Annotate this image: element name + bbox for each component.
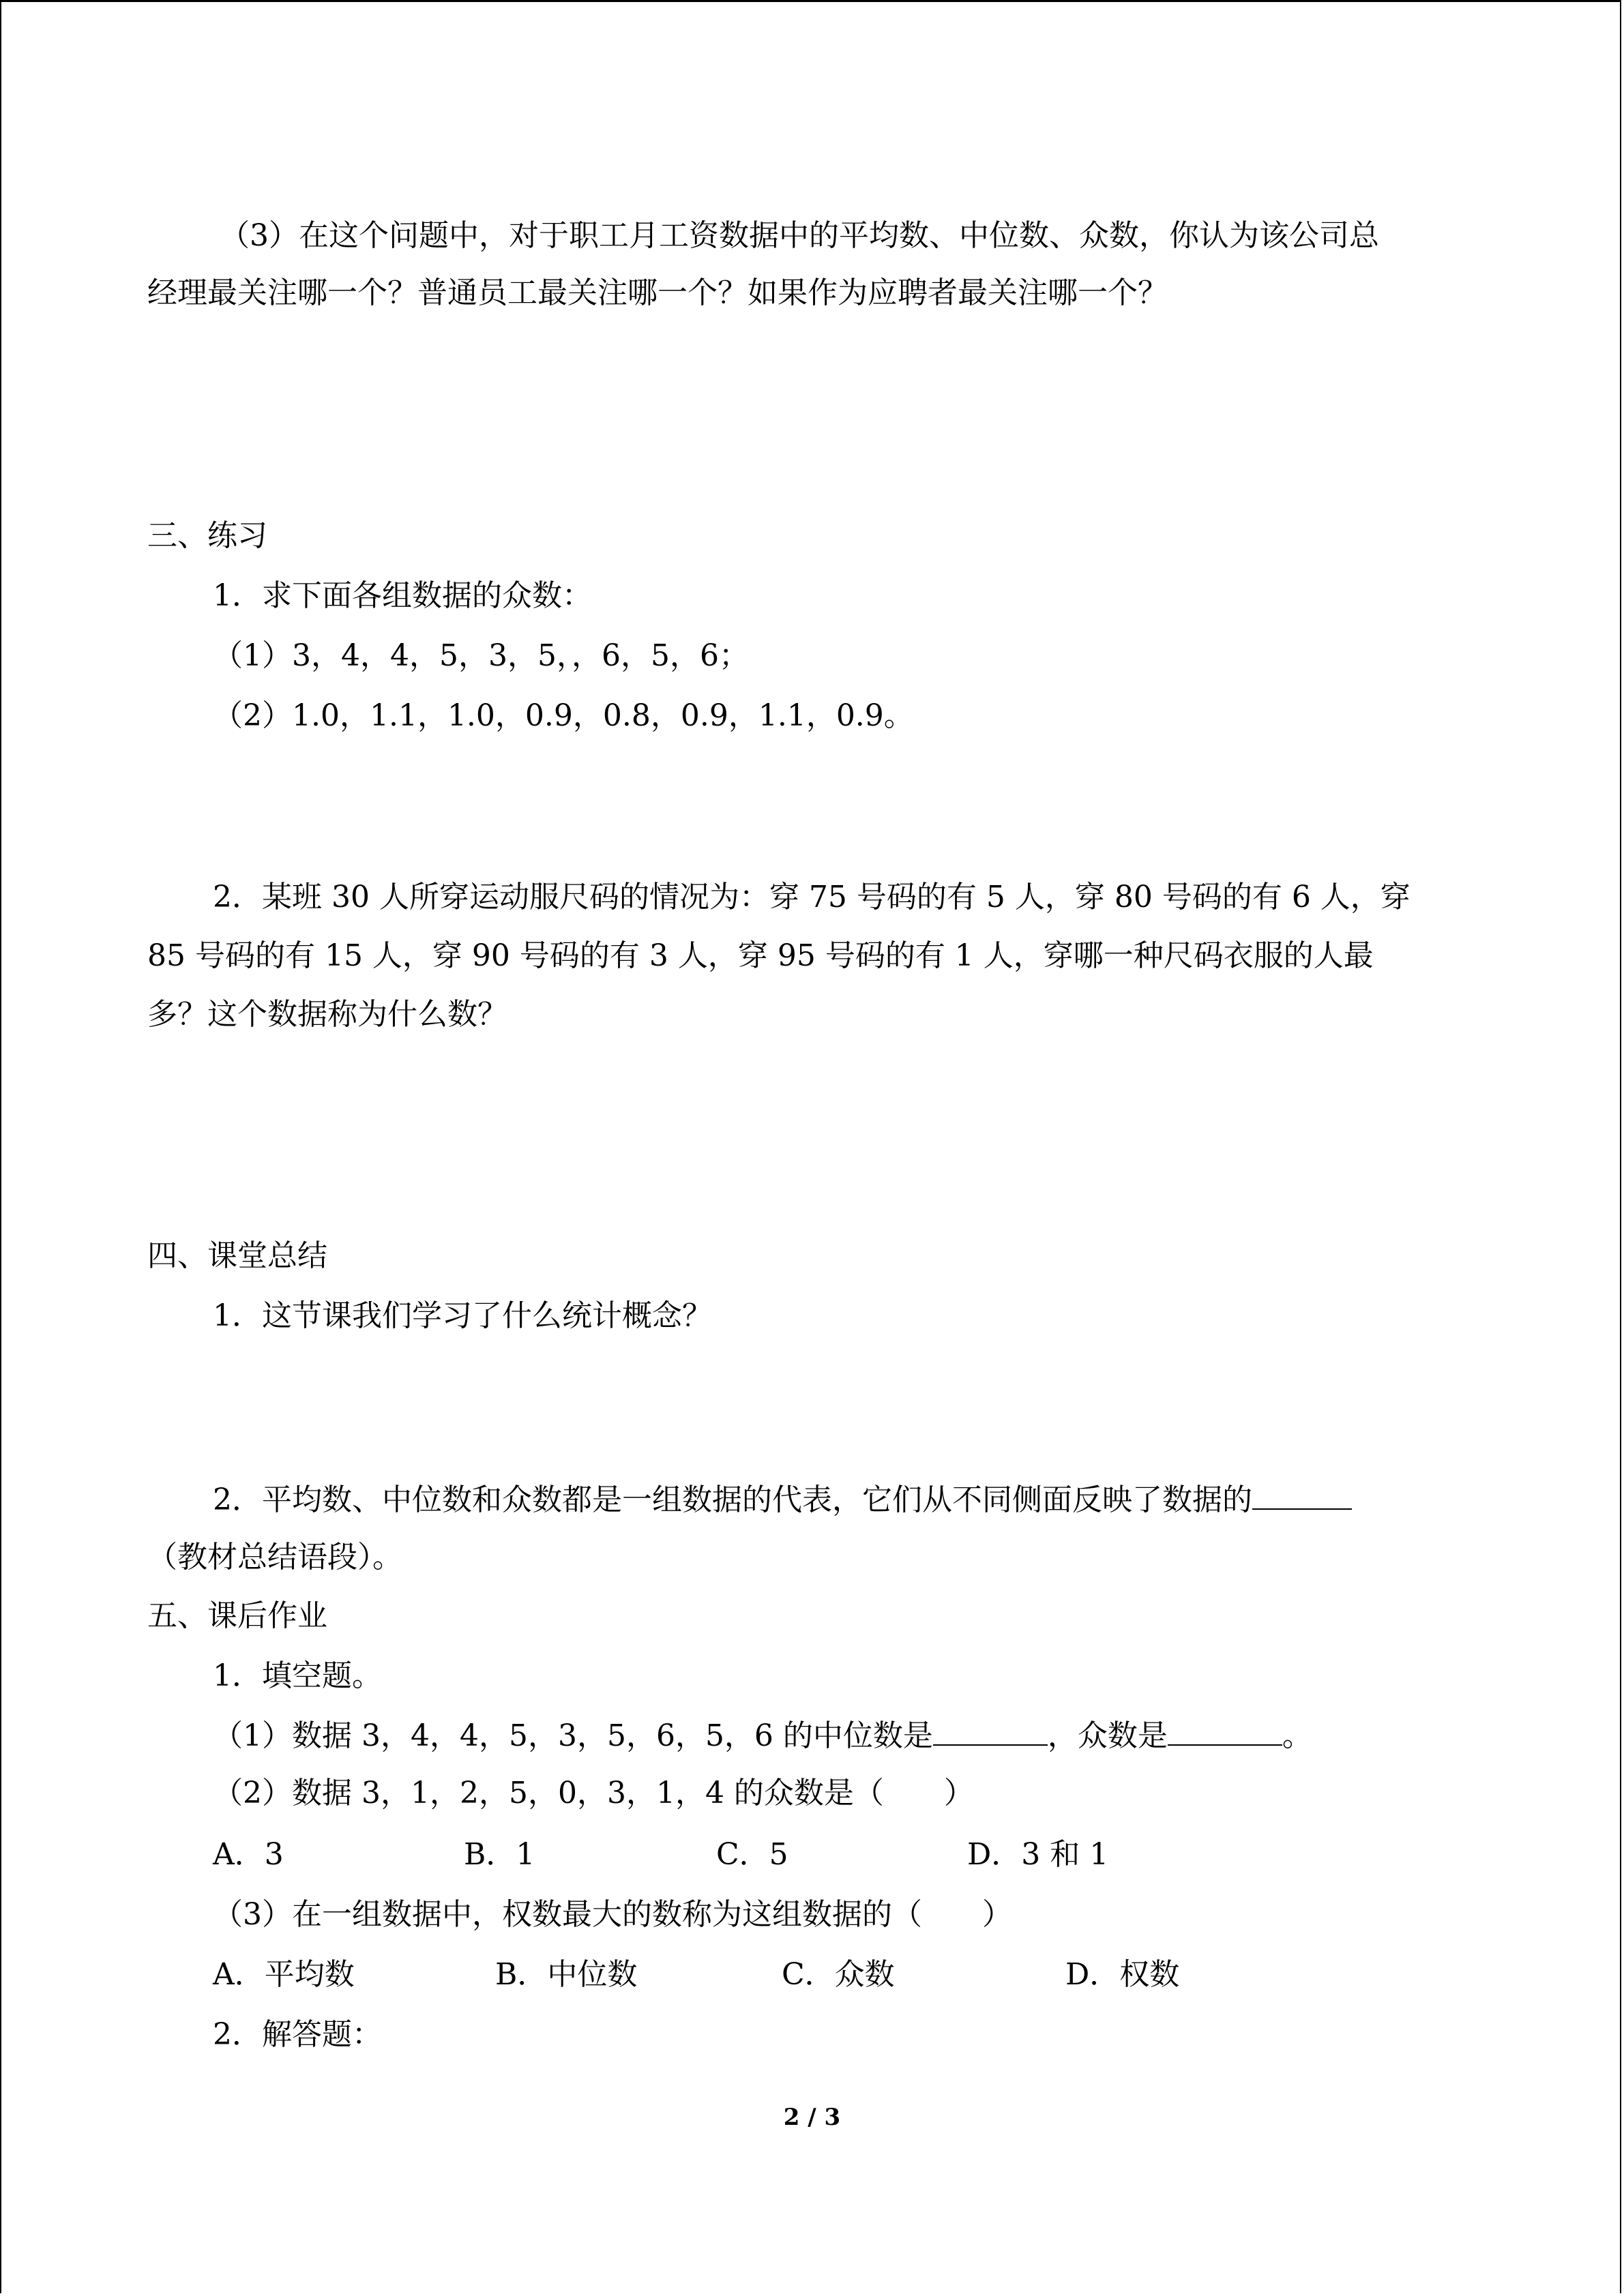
section-3-item-2-line-3: 多？这个数据称为什么数？ xyxy=(147,997,507,1032)
fill-in-title: 1．填空题。 xyxy=(213,1658,382,1693)
fill-3-option-a: A．平均数 xyxy=(213,1957,355,1992)
section-4-item-2-text: 2．平均数、中位数和众数都是一组数据的代表，它们从不同侧面反映了数据的 xyxy=(213,1482,1252,1517)
q3-line-2: 经理最关注哪一个？普通员工最关注哪一个？如果作为应聘者最关注哪一个？ xyxy=(147,275,1168,310)
fill-2-option-c: C．5 xyxy=(716,1837,788,1872)
fill-1-text: （1）数据 3，4，4，5，3，5，6，5，6 的中位数是 xyxy=(213,1718,933,1753)
section-4-heading: 四、课堂总结 xyxy=(147,1238,327,1273)
fill-3-option-c: C．众数 xyxy=(782,1957,895,1992)
fill-1-mid-text: ，众数是 xyxy=(1047,1718,1168,1753)
answer-blank[interactable] xyxy=(1252,1478,1352,1510)
section-5-heading: 五、课后作业 xyxy=(147,1598,327,1633)
section-3-item-1b: （2）1.0，1.1，1.0，0.9，0.8，0.9，1.1，0.9。 xyxy=(213,698,914,733)
page-number: 2 / 3 xyxy=(783,2104,841,2131)
fill-3-option-d: D．权数 xyxy=(1065,1957,1180,1992)
solve-title: 2．解答题： xyxy=(213,2017,382,2052)
fill-in-question-1 xyxy=(213,1714,1312,1757)
section-3-item-2-line-1: 2．某班 30 人所穿运动服尺码的情况为：穿 75 号码的有 5 人，穿 80 号码的有 6 人，穿 xyxy=(213,880,1411,914)
section-3-item-1a: （1）3，4，4，5，3，5，，6，5，6； xyxy=(213,638,749,673)
fill-2-option-b: B．1 xyxy=(464,1837,535,1872)
section-4-item-2-line-2: （教材总结语段）。 xyxy=(147,1540,402,1575)
section-4-item-2-line-1 xyxy=(213,1478,1352,1521)
mode-answer-blank[interactable] xyxy=(1168,1714,1282,1746)
median-answer-blank[interactable] xyxy=(933,1714,1048,1746)
section-3-item-1: 1．求下面各组数据的众数： xyxy=(213,578,592,613)
fill-in-question-2: （2）数据 3，1，2，5，0，3，1，4 的众数是（ ） xyxy=(213,1776,974,1810)
fill-2-option-d: D．3 和 1 xyxy=(967,1837,1109,1872)
q3-line-1: （3）在这个问题中，对于职工月工资数据中的平均数、中位数、众数，你认为该公司总 xyxy=(220,218,1379,253)
fill-in-question-3: （3）在一组数据中，权数最大的数称为这组数据的（ ） xyxy=(213,1897,1012,1932)
fill-3-option-b: B．中位数 xyxy=(495,1957,638,1992)
section-3-heading: 三、练习 xyxy=(147,518,267,553)
fill-1-end-text: 。 xyxy=(1282,1718,1312,1753)
section-3-item-2-line-2: 85 号码的有 15 人，穿 90 号码的有 3 人，穿 95 号码的有 1 人，穿哪一种尺码衣服的人最 xyxy=(147,938,1374,973)
section-4-item-1: 1．这节课我们学习了什么统计概念？ xyxy=(213,1298,712,1333)
fill-2-option-a: A．3 xyxy=(213,1837,284,1872)
